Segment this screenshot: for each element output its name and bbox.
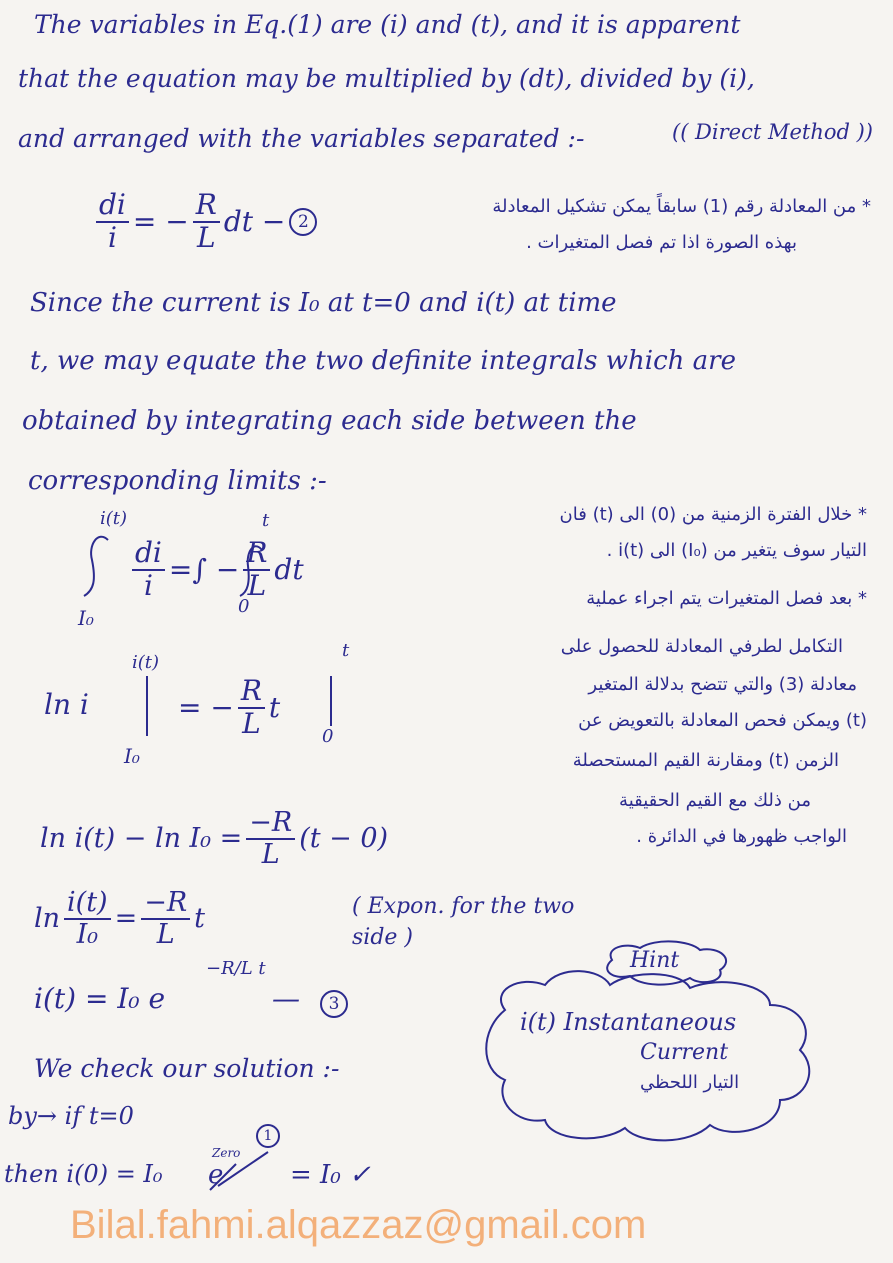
expon-note: ( Expon. for the two side )	[352, 894, 575, 950]
check-by: by→ if t=0	[8, 1102, 134, 1130]
arabic-note-3: * خلال الفترة الزمنية من (0) الى (t) فان	[559, 504, 867, 525]
arabic-note-10: من ذلك مع القيم الحقيقية	[619, 790, 811, 811]
eq3-tag: 3	[320, 990, 348, 1018]
integral-sign-left	[84, 537, 108, 596]
integral-lower-limit: I₀	[78, 606, 94, 630]
integral-right-upper: t	[262, 510, 270, 531]
equation-2	[92, 190, 317, 254]
integral-r-over-l	[243, 538, 270, 602]
ln-ratio-r: −R	[141, 888, 190, 920]
ln-rhs-eval-bar	[330, 676, 332, 726]
eq2-lhs-num: di	[96, 190, 129, 223]
ln-sub-num: −R	[246, 808, 295, 840]
check-intro: We check our solution :-	[34, 1054, 340, 1083]
ln-rhs-lower: 0	[322, 726, 334, 747]
check-e: e	[208, 1160, 224, 1190]
hint-line-3: التيار اللحظي	[640, 1072, 740, 1093]
ln-r-over-l	[238, 676, 265, 740]
ln-ratio-t: t	[194, 903, 206, 935]
integral-right-lower: 0	[238, 596, 250, 617]
hint-line-2: Current	[640, 1040, 729, 1065]
arabic-note-9: الزمن (t) ومقارنة القيم المستحصلة	[572, 750, 839, 771]
eq2-equals: = −	[132, 205, 189, 239]
arabic-note-5: * بعد فصل المتغيرات يتم اجراء عملية	[586, 588, 867, 609]
ln-ratio-den: I₀	[76, 918, 99, 950]
eq2-dt: dt −	[223, 205, 286, 239]
eq2-tag: 2	[289, 208, 317, 236]
ln-sub-fraction	[246, 808, 295, 869]
integral-l: L	[247, 568, 267, 602]
ln-sub-equation	[40, 808, 388, 869]
check-then: then i(0) = I₀	[4, 1160, 163, 1188]
check-zero-label: Zero	[212, 1146, 241, 1160]
text-line-3: and arranged with the variables separated :-	[18, 124, 585, 153]
eq3-dash: —	[272, 982, 300, 1015]
ln-upper-limit: i(t)	[132, 652, 160, 673]
ln-sub-lhs: ln i(t) − ln I₀ =	[40, 823, 243, 855]
arabic-note-1: * من المعادلة رقم (1) سابقاً يمكن تشكيل المعادلة	[492, 196, 871, 217]
ln-sub-den: L	[261, 838, 280, 870]
integral-mid: =∫ −	[168, 553, 240, 587]
text-para2-line-2: t, we may equate the two definite integrals which are	[30, 346, 736, 376]
arabic-note-6: التكامل لطرفي المعادلة للحصول على	[560, 636, 843, 657]
direct-method-note: (( Direct Method ))	[672, 120, 873, 144]
ln-ratio-equation	[34, 888, 205, 949]
hint-title: Hint	[630, 948, 680, 973]
text-para2-line-3: obtained by integrating each side between the	[22, 406, 637, 436]
eq2-lhs-fraction	[96, 190, 129, 254]
text-line-2: that the equation may be multiplied by (dt), divided by (i),	[18, 64, 755, 93]
text-para2-line-1: Since the current is I₀ at t=0 and i(t) at time	[30, 288, 617, 318]
ln-ratio-fraction	[64, 888, 111, 949]
ln-equals: = −	[178, 691, 234, 725]
integral-equation	[128, 538, 304, 602]
ln-l: L	[242, 706, 261, 740]
ln-ratio-num: i(t)	[64, 888, 111, 920]
ln-ratio-r-over-l	[141, 888, 190, 949]
integral-upper-limit: i(t)	[100, 508, 128, 529]
arabic-note-8: (t) ويمكن فحص المعادلة بالتعويض عن	[578, 710, 867, 731]
ln-rhs-upper: t	[342, 640, 350, 661]
arabic-note-7: معادلة (3) والتي تتضح بدلالة المتغير	[588, 674, 857, 695]
ln-sub-rest: (t − 0)	[299, 823, 389, 855]
integral-r: R	[243, 538, 270, 571]
ln-r: R	[238, 676, 265, 709]
ln-rhs	[178, 676, 280, 740]
integral-lhs-fraction	[132, 538, 165, 602]
eq2-r-over-l	[193, 190, 220, 254]
eq2-r: R	[193, 190, 220, 223]
check-tag: 1	[256, 1124, 280, 1148]
ln-t: t	[268, 691, 281, 725]
ln-ratio-equals: =	[114, 903, 138, 935]
eq2-l: L	[196, 220, 216, 254]
eq3-lhs: i(t) = I₀ e	[34, 982, 166, 1015]
text-para2-line-4: corresponding limits :-	[28, 466, 327, 496]
check-result: = I₀ ✓	[290, 1160, 371, 1190]
ln-ratio-ln: ln	[34, 903, 61, 935]
ln-ratio-l: L	[156, 918, 175, 950]
ln-lower-limit: I₀	[124, 744, 140, 768]
integral-lhs-num: di	[132, 538, 165, 571]
arabic-note-4: التيار سوف يتغير من (I₀) الى i(t) .	[606, 540, 867, 561]
watermark-email: Bilal.fahmi.alqazzaz@gmail.com	[70, 1203, 647, 1247]
integral-dt: dt	[274, 553, 304, 587]
integral-lhs-den: i	[143, 568, 153, 602]
arabic-note-2: بهذه الصورة اذا تم فصل المتغيرات .	[526, 232, 797, 253]
ln-lhs: ln i	[44, 688, 89, 721]
arabic-note-11: الواجب ظهورها في الدائرة .	[636, 826, 847, 847]
ln-eval-bar	[146, 676, 148, 736]
eq3-exponent: −R/L t	[206, 958, 266, 979]
hint-line-1: i(t) Instantaneous	[520, 1008, 737, 1036]
eq2-lhs-den: i	[107, 220, 117, 254]
text-line-1: The variables in Eq.(1) are (i) and (t), and it is apparent	[34, 10, 741, 39]
